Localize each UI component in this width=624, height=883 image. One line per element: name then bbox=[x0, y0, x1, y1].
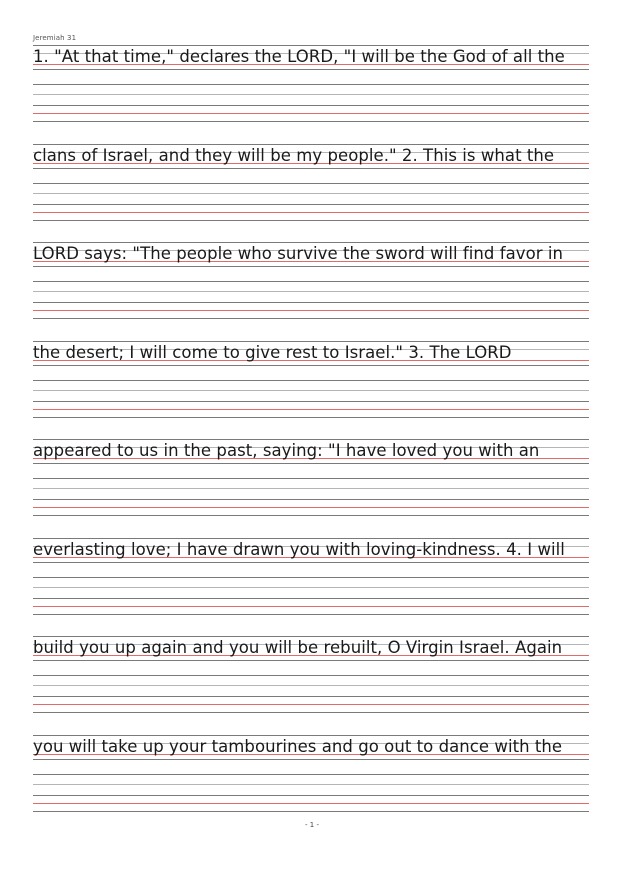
verse-line: appeared to us in the past, saying: "I have loved you with an bbox=[33, 441, 540, 460]
verse-line: clans of Israel, and they will be my people." 2. This is what the bbox=[33, 145, 555, 165]
page-number: - 1 - bbox=[305, 821, 319, 829]
verse-line: build you up again and you will be rebuilt, O Virgin Israel. Again bbox=[33, 638, 563, 657]
verse-line: you will take up your tambourines and go out to dance with the bbox=[33, 736, 563, 756]
verse-line: the desert; I will come to give rest to Israel." 3. The LORD bbox=[33, 342, 512, 362]
verse-line: LORD says: "The people who survive the sword will find favor in bbox=[33, 244, 563, 263]
verse-line: 1. "At that time," declares the LORD, "I will be the God of all the bbox=[33, 47, 565, 66]
page-header-title: Jeremiah 31 bbox=[33, 34, 77, 42]
verse-line: everlasting love; I have drawn you with loving-kindness. 4. I will bbox=[33, 539, 565, 559]
